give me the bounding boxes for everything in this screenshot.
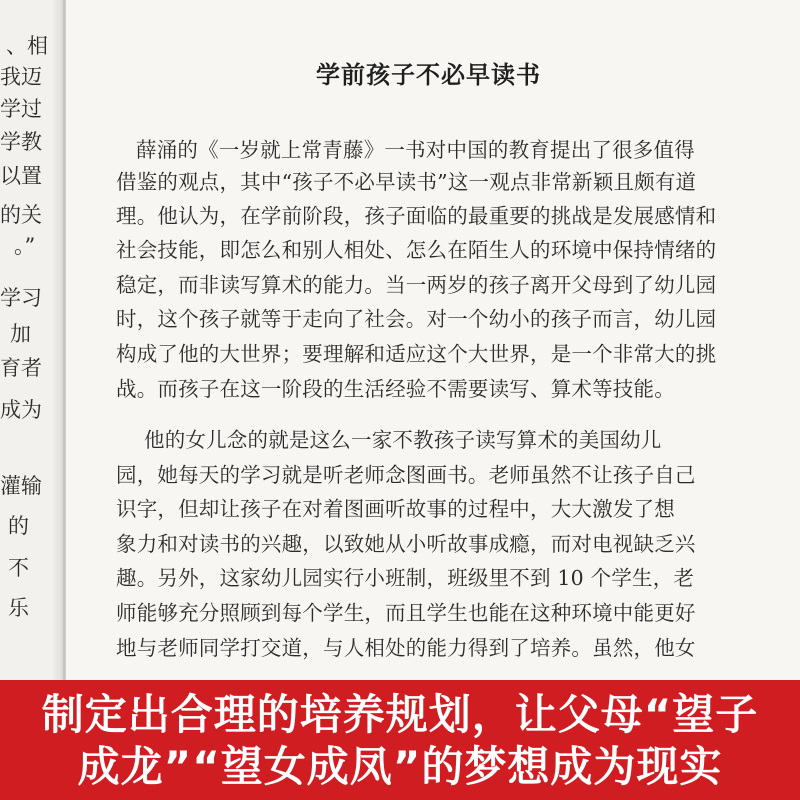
paragraph-line: 地与老师同学打交道，与人相处的能力得到了培养。虽然，他女: [116, 636, 696, 660]
left-page-text: 学过: [0, 97, 42, 121]
left-page-text: 的: [8, 514, 29, 538]
left-page-text: 成为: [0, 398, 42, 422]
right-page: [66, 0, 800, 680]
left-page-text: 不: [8, 556, 29, 580]
banner-text-line-1: 制定出合理的培养规划，让父母“望子: [41, 690, 759, 739]
left-page: [0, 0, 58, 680]
left-page-text: 我迈: [0, 65, 42, 89]
page-title: 学前孩子不必早读书: [316, 60, 541, 89]
left-page-text: 、相: [6, 34, 48, 58]
paragraph-line: 趣。另外，这家幼儿园实行小班制，班级里不到 10 个学生，老: [116, 566, 695, 590]
paragraph-line: 师能够充分照顾到每个学生，而且学生也能在这种环境中能更好: [116, 601, 696, 625]
left-page-text: 乐: [8, 596, 29, 620]
paragraph-line: 象力和对读书的兴趣，以致她从小听故事成瘾，而对电视缺乏兴: [116, 532, 696, 556]
left-page-text: 。”: [14, 234, 36, 258]
banner-text-line-2: 成龙”“望女成凤”的梦想成为现实: [77, 742, 723, 791]
promo-banner: [0, 680, 800, 800]
paragraph-line: 园，她每天的学习就是听老师念图画书。老师虽然不让孩子自己: [116, 463, 696, 487]
left-page-text: 育者: [0, 356, 42, 380]
left-page-text: 的关: [0, 203, 42, 227]
paragraph-line: 理。他认为，在学前阶段，孩子面临的最重要的挑战是发展感情和: [116, 204, 717, 228]
paragraph-line: 稳定，而非读写算术的能力。当一两岁的孩子离开父母到了幼儿园: [116, 273, 717, 297]
paragraph-line: 时，这个孩子就等于走向了社会。对一个幼小的孩子而言，幼儿园: [116, 307, 717, 331]
paragraph-line: 他的女儿念的就是这么一家不教孩子读写算术的美国幼儿: [144, 428, 662, 452]
left-page-text: 灌输: [0, 474, 42, 498]
paragraph-line: 战。而孩子在这一阶段的生活经验不需要读写、算术等技能。: [116, 377, 675, 401]
paragraph-line: 薛涌的《一岁就上常青藤》一书对中国的教育提出了很多值得: [136, 138, 695, 162]
left-page-text: 学习: [0, 286, 42, 310]
paragraph-line: 借鉴的观点，其中“孩子不必早读书”这一观点非常新颖且颇有道: [116, 170, 697, 194]
paragraph-line: 构成了他的大世界；要理解和适应这个大世界，是一个非常大的挑: [116, 342, 717, 366]
left-page-text: 以置: [0, 164, 42, 188]
paragraph-line: 识字，但却让孩子在对着图画听故事的过程中，大大激发了想: [116, 497, 675, 521]
left-page-text: 学教: [0, 130, 42, 154]
left-page-text: 加: [10, 322, 31, 346]
paragraph-line: 社会技能，即怎么和别人相处、怎么在陌生人的环境中保持情绪的: [116, 238, 717, 262]
